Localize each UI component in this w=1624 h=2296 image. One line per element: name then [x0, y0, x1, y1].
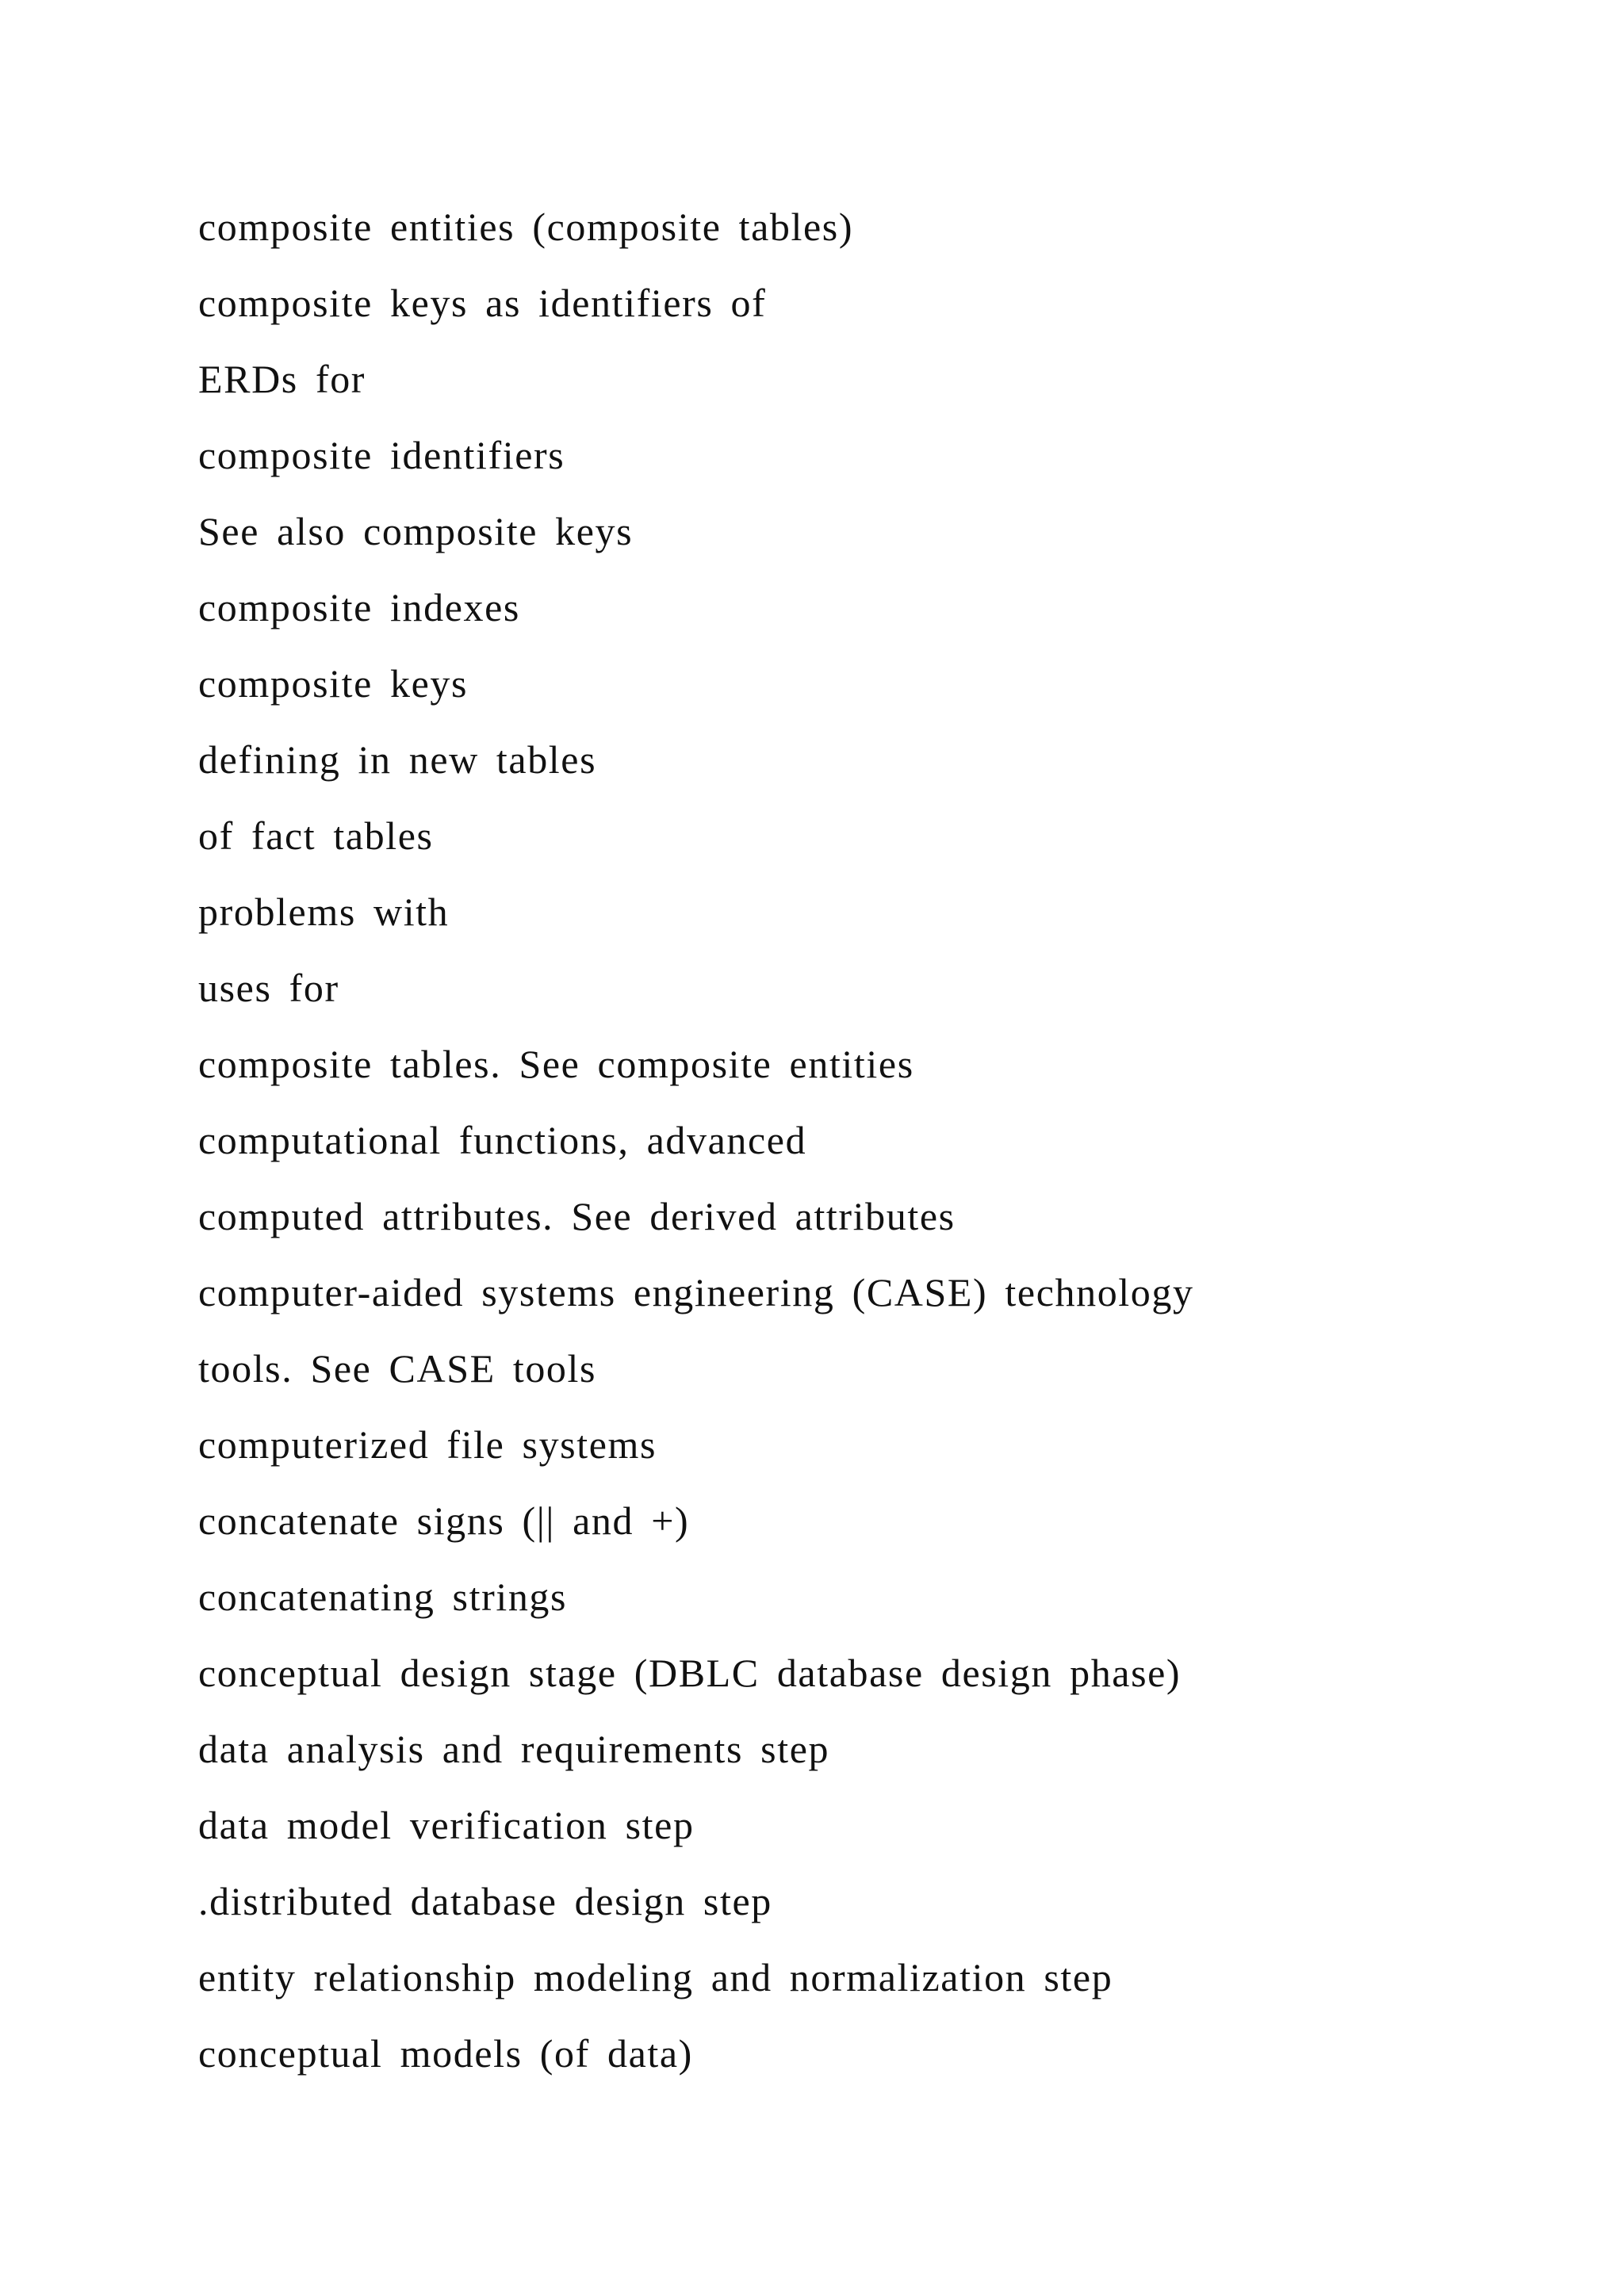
index-entry: concatenate signs (|| and +) [198, 1498, 690, 1543]
index-entry: computed attributes. See derived attributes [198, 1194, 956, 1238]
index-entry: composite entities (composite tables) [198, 205, 854, 249]
index-entry: computerized file systems [198, 1422, 657, 1467]
index-entry: composite tables. See composite entities [198, 1042, 914, 1086]
index-entry: .distributed database design step [198, 1879, 772, 1923]
index-entry: conceptual design stage (DBLC database design phase) [198, 1651, 1182, 1695]
index-entry: of fact tables [198, 813, 434, 858]
index-entry: computational functions, advanced [198, 1118, 807, 1162]
index-entry: concatenating strings [198, 1575, 568, 1619]
index-entry: computer-aided systems engineering (CASE) technology [198, 1270, 1194, 1314]
index-entry: composite identifiers [198, 433, 565, 477]
index-entry: data model verification step [198, 1803, 695, 1847]
index-entry: problems with [198, 890, 450, 934]
index-entry: composite indexes [198, 585, 520, 629]
index-entry-list [198, 189, 1546, 2091]
index-entry: entity relationship modeling and normalization step [198, 1955, 1113, 1999]
index-entry: composite keys as identifiers of [198, 281, 767, 325]
index-entry: defining in new tables [198, 737, 597, 782]
index-entry: composite keys [198, 661, 469, 706]
index-entry: data analysis and requirements step [198, 1727, 830, 1771]
index-entry: ERDs for [198, 357, 366, 401]
index-entry: uses for [198, 966, 339, 1010]
index-entry: tools. See CASE tools [198, 1346, 597, 1391]
index-entry: conceptual models (of data) [198, 2031, 693, 2076]
index-entry: See also composite keys [198, 509, 634, 553]
